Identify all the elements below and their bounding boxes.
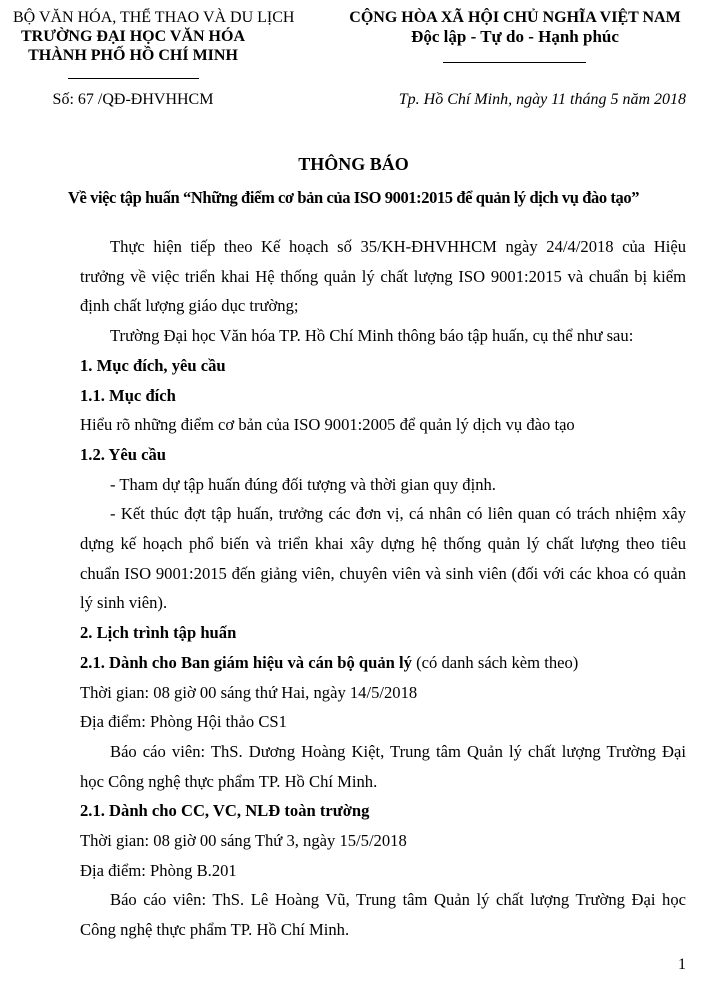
section-heading	[80, 648, 686, 678]
university-name: TRƯỜNG ĐẠI HỌC VĂN HÓA	[20, 28, 245, 45]
motto: Độc lập - Tự do - Hạnh phúc	[411, 27, 619, 46]
section-heading: 1. Mục đích, yêu cầu	[80, 355, 226, 375]
national-motto	[340, 8, 690, 46]
section-heading: 1.2. Yêu cầu	[80, 444, 167, 464]
document-number: Số: 67 /QĐ-ĐHVHHCM	[52, 91, 214, 108]
divider	[443, 62, 586, 63]
heading-bold: 2.1. Dành cho Ban giám hiệu và cán bộ quản lý	[80, 652, 412, 672]
document-subtitle: Về việc tập huấn “Những điểm cơ bản của ISO 9001:2015 để quản lý dịch vụ đào tạo”	[67, 188, 640, 207]
paragraph: Hiểu rõ những điểm cơ bản của ISO 9001:2005 để quản lý dịch vụ đào tạo	[80, 415, 575, 435]
divider	[68, 78, 199, 79]
document-body	[80, 232, 686, 945]
document-date: Tp. Hồ Chí Minh, ngày 11 tháng 5 năm 2018	[398, 91, 686, 108]
heading-note: (có danh sách kèm theo)	[411, 652, 579, 672]
country-name: CỘNG HÒA XÃ HỘI CHỦ NGHĨA VIỆT NAM	[349, 9, 681, 26]
paragraph: Thời gian: 08 giờ 00 sáng thứ Hai, ngày 14/5/2018	[80, 682, 418, 702]
section-heading: 2.1. Dành cho CC, VC, NLĐ toàn trường	[80, 801, 370, 821]
section-heading: 2. Lịch trình tập huấn	[80, 623, 237, 643]
paragraph: - Kết thúc đợt tập huấn, trưởng các đơn vị, cá nhân có liên quan có trách nhiệm xây dựng kế hoạch phổ biến và triển khai xây dựng hệ thống quản lý chất lượng theo tiêu chuẩn ISO 9001:2015 đến giảng viên, chuyên viên và sinh viên (đối với các khoa có quản lý sinh viên).	[80, 504, 686, 613]
paragraph: Địa điểm: Phòng B.201	[80, 860, 237, 880]
paragraph: Báo cáo viên: ThS. Lê Hoàng Vũ, Trung tâm Quản lý chất lượng Trường Đại học Công nghệ thực phẩm TP. Hồ Chí Minh.	[80, 890, 686, 940]
paragraph: Thời gian: 08 giờ 00 sáng Thứ 3, ngày 15/5/2018	[80, 831, 407, 851]
section-heading: 1.1. Mục đích	[80, 385, 176, 405]
page-number: 1	[678, 955, 686, 973]
paragraph: Báo cáo viên: ThS. Dương Hoàng Kiệt, Trung tâm Quản lý chất lượng Trường Đại học Công nghệ thực phẩm TP. Hồ Chí Minh.	[80, 741, 686, 791]
ministry-name: BỘ VĂN HÓA, THỂ THAO VÀ DU LỊCH	[13, 9, 295, 26]
paragraph: - Tham dự tập huấn đúng đối tượng và thời gian quy định.	[110, 474, 496, 494]
document-title: THÔNG BÁO	[298, 154, 409, 174]
issuer-block	[13, 8, 295, 65]
paragraph: Trường Đại học Văn hóa TP. Hồ Chí Minh thông báo tập huấn, cụ thể như sau:	[110, 326, 634, 346]
university-city: THÀNH PHỐ HỒ CHÍ MINH	[28, 47, 238, 64]
paragraph: Thực hiện tiếp theo Kế hoạch số 35/KH-ĐHVHHCM ngày 24/4/2018 của Hiệu trưởng về việc triển khai Hệ thống quản lý chất lượng ISO 9001:2015 và chuẩn bị kiểm định chất lượng giáo dục trường;	[80, 237, 686, 316]
paragraph: Địa điểm: Phòng Hội thảo CS1	[80, 712, 287, 732]
